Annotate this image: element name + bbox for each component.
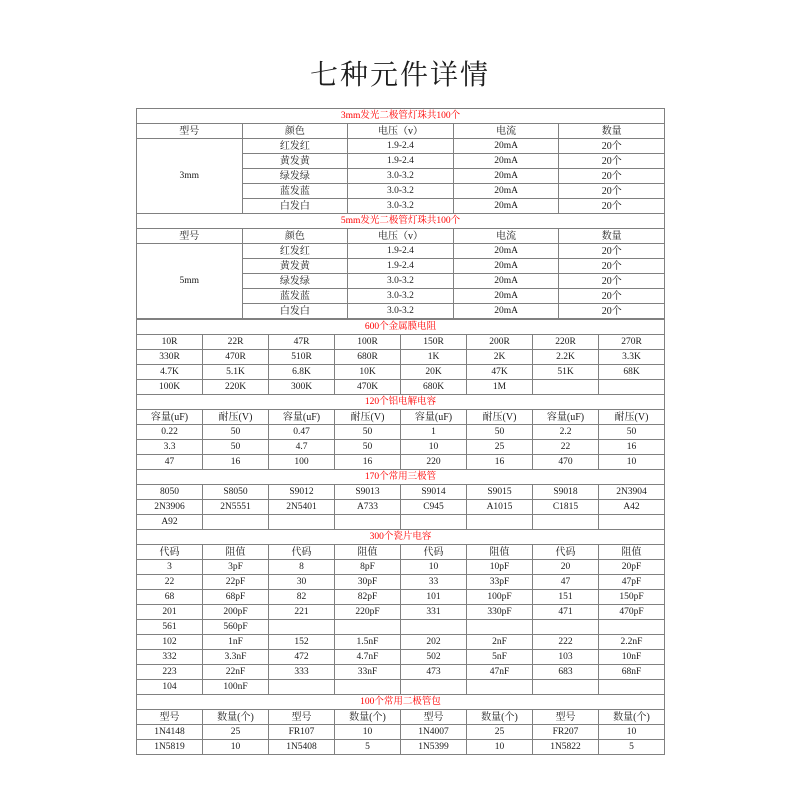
cell-resistor: 300K (269, 380, 335, 395)
table-eight-column-block (136, 319, 665, 755)
cell-empty (203, 515, 269, 530)
table-row (137, 515, 665, 530)
cell-resistor: 220R (533, 335, 599, 350)
cell-code: 561 (137, 620, 203, 635)
cell-empty (599, 620, 665, 635)
cell-resistor: 4.7K (137, 365, 203, 380)
cell-resistor: 470K (335, 380, 401, 395)
cell-diode-model: 1N4148 (137, 725, 203, 740)
table-row (137, 455, 665, 470)
cell-voltage-rating: 16 (203, 455, 269, 470)
cell-code: 20 (533, 560, 599, 575)
table-row (137, 635, 665, 650)
table-row (137, 650, 665, 665)
cell-voltage-rating: 16 (467, 455, 533, 470)
col-header-quantity: 数量 (559, 124, 665, 139)
cell-voltage: 3.0-3.2 (348, 169, 454, 184)
col-header-value: 阻值 (203, 545, 269, 560)
cell-empty (533, 515, 599, 530)
cell-capacitance: 220 (401, 455, 467, 470)
cell-code: 103 (533, 650, 599, 665)
cell-quantity: 20个 (559, 169, 665, 184)
cell-resistor: 10K (335, 365, 401, 380)
cell-resistor: 22R (203, 335, 269, 350)
col-header-code: 代码 (137, 545, 203, 560)
cell-diode-quantity: 10 (203, 740, 269, 755)
col-header-voltage: 电压（v） (348, 229, 454, 244)
cell-resistor: 2.2K (533, 350, 599, 365)
column-header-row (137, 124, 665, 139)
cell-voltage-rating: 50 (335, 425, 401, 440)
section-heading-row (137, 395, 665, 410)
col-header-quantity: 数量 (559, 229, 665, 244)
cell-value: 68pF (203, 590, 269, 605)
cell-code: 101 (401, 590, 467, 605)
cell-value: 33nF (335, 665, 401, 680)
cell-code: 22 (137, 575, 203, 590)
cell-code: 473 (401, 665, 467, 680)
cell-capacitance: 22 (533, 440, 599, 455)
cell-empty (599, 515, 665, 530)
cell-resistor: 5.1K (203, 365, 269, 380)
cell-value: 4.7nF (335, 650, 401, 665)
cell-value: 1.5nF (335, 635, 401, 650)
cell-empty (269, 515, 335, 530)
col-header-voltage-rating: 耐压(V) (335, 410, 401, 425)
section-heading-row (137, 470, 665, 485)
cell-value: 68nF (599, 665, 665, 680)
table-row (137, 605, 665, 620)
col-header-model: 型号 (137, 124, 243, 139)
cell-value: 47pF (599, 575, 665, 590)
cell-voltage-rating: 50 (335, 440, 401, 455)
cell-value: 30pF (335, 575, 401, 590)
cell-code: 472 (269, 650, 335, 665)
cell-capacitance: 47 (137, 455, 203, 470)
cell-resistor: 150R (401, 335, 467, 350)
col-header-value: 阻值 (335, 545, 401, 560)
cell-size-label: 3mm (137, 139, 243, 214)
col-header-code: 代码 (269, 545, 335, 560)
table-led-3mm (136, 108, 665, 319)
cell-resistor: 47R (269, 335, 335, 350)
col-header-capacitance: 容量(uF) (137, 410, 203, 425)
cell-diode-quantity: 5 (599, 740, 665, 755)
cell-value: 2nF (467, 635, 533, 650)
col-header-capacitance: 容量(uF) (269, 410, 335, 425)
col-header-model: 型号 (137, 229, 243, 244)
cell-empty (533, 380, 599, 395)
cell-resistor: 100R (335, 335, 401, 350)
col-header-quantity: 数量(个) (335, 710, 401, 725)
cell-transistor: A42 (599, 500, 665, 515)
cell-current: 20mA (453, 199, 559, 214)
cell-voltage: 1.9-2.4 (348, 244, 454, 259)
cell-empty (269, 680, 335, 695)
cell-transistor: C1815 (533, 500, 599, 515)
cell-quantity: 20个 (559, 199, 665, 214)
section-heading: 5mm发光二极管灯珠共100个 (137, 214, 665, 229)
section-heading-row (137, 320, 665, 335)
cell-capacitance: 10 (401, 440, 467, 455)
table-row (137, 335, 665, 350)
cell-code: 102 (137, 635, 203, 650)
cell-voltage-rating: 16 (335, 455, 401, 470)
cell-value: 2.2nF (599, 635, 665, 650)
cell-voltage: 3.0-3.2 (348, 304, 454, 319)
table-row (137, 425, 665, 440)
cell-transistor: A92 (137, 515, 203, 530)
cell-resistor: 47K (467, 365, 533, 380)
table-row (137, 740, 665, 755)
column-header-row (137, 545, 665, 560)
cell-color: 绿发绿 (242, 274, 348, 289)
cell-voltage: 3.0-3.2 (348, 199, 454, 214)
cell-transistor: 2N3904 (599, 485, 665, 500)
cell-color: 黄发黄 (242, 259, 348, 274)
section-heading-row (137, 214, 665, 229)
cell-code: 502 (401, 650, 467, 665)
cell-diode-model: FR107 (269, 725, 335, 740)
cell-code: 471 (533, 605, 599, 620)
cell-resistor: 510R (269, 350, 335, 365)
cell-color: 绿发绿 (242, 169, 348, 184)
cell-color: 白发白 (242, 304, 348, 319)
table-row (137, 575, 665, 590)
cell-diode-model: 1N5819 (137, 740, 203, 755)
cell-diode-model: 1N5822 (533, 740, 599, 755)
cell-current: 20mA (453, 244, 559, 259)
cell-transistor: S9013 (335, 485, 401, 500)
col-header-voltage-rating: 耐压(V) (599, 410, 665, 425)
cell-value: 100pF (467, 590, 533, 605)
cell-capacitance: 0.47 (269, 425, 335, 440)
cell-transistor: 2N5551 (203, 500, 269, 515)
cell-transistor: C945 (401, 500, 467, 515)
cell-empty (335, 515, 401, 530)
cell-capacitance: 2.2 (533, 425, 599, 440)
cell-current: 20mA (453, 169, 559, 184)
cell-value: 20pF (599, 560, 665, 575)
cell-voltage: 3.0-3.2 (348, 289, 454, 304)
cell-resistor: 68K (599, 365, 665, 380)
cell-resistor: 2K (467, 350, 533, 365)
cell-code: 223 (137, 665, 203, 680)
cell-current: 20mA (453, 274, 559, 289)
cell-resistor: 270R (599, 335, 665, 350)
cell-code: 222 (533, 635, 599, 650)
cell-resistor: 680R (335, 350, 401, 365)
cell-value: 82pF (335, 590, 401, 605)
table-row (137, 665, 665, 680)
cell-transistor: 8050 (137, 485, 203, 500)
cell-resistor: 100K (137, 380, 203, 395)
cell-empty (533, 680, 599, 695)
col-header-quantity: 数量(个) (467, 710, 533, 725)
cell-empty (401, 620, 467, 635)
cell-value: 1nF (203, 635, 269, 650)
column-header-row (137, 410, 665, 425)
cell-current: 20mA (453, 259, 559, 274)
table-row (137, 350, 665, 365)
cell-empty (269, 620, 335, 635)
cell-resistor: 10R (137, 335, 203, 350)
cell-code: 331 (401, 605, 467, 620)
cell-diode-model: 1N4007 (401, 725, 467, 740)
cell-code: 68 (137, 590, 203, 605)
component-spec-sheet (136, 108, 665, 755)
table-row (137, 380, 665, 395)
cell-voltage: 1.9-2.4 (348, 154, 454, 169)
col-header-capacitance: 容量(uF) (401, 410, 467, 425)
cell-resistor: 3.3K (599, 350, 665, 365)
cell-quantity: 20个 (559, 244, 665, 259)
section-heading: 170个常用三极管 (137, 470, 665, 485)
table-row (137, 590, 665, 605)
column-header-row (137, 229, 665, 244)
cell-code: 201 (137, 605, 203, 620)
col-header-code: 代码 (401, 545, 467, 560)
col-header-capacitance: 容量(uF) (533, 410, 599, 425)
section-heading: 600个金属膜电阻 (137, 320, 665, 335)
cell-value: 33pF (467, 575, 533, 590)
cell-color: 黄发黄 (242, 154, 348, 169)
cell-diode-quantity: 25 (467, 725, 533, 740)
cell-code: 3 (137, 560, 203, 575)
table-row (137, 680, 665, 695)
cell-diode-model: 1N5399 (401, 740, 467, 755)
cell-empty (335, 680, 401, 695)
cell-diode-quantity: 10 (335, 725, 401, 740)
col-header-model: 型号 (401, 710, 467, 725)
cell-value: 150pF (599, 590, 665, 605)
cell-code: 202 (401, 635, 467, 650)
cell-empty (467, 515, 533, 530)
cell-voltage-rating: 50 (467, 425, 533, 440)
table-row (137, 500, 665, 515)
cell-resistor: 200R (467, 335, 533, 350)
cell-voltage: 3.0-3.2 (348, 274, 454, 289)
cell-resistor: 680K (401, 380, 467, 395)
table-row (137, 560, 665, 575)
cell-transistor: 2N3906 (137, 500, 203, 515)
table-row (137, 725, 665, 740)
cell-voltage-rating: 50 (203, 440, 269, 455)
cell-empty (467, 680, 533, 695)
table-row (137, 365, 665, 380)
cell-transistor: S9015 (467, 485, 533, 500)
cell-current: 20mA (453, 304, 559, 319)
section-heading: 120个铝电解电容 (137, 395, 665, 410)
col-header-value: 阻值 (467, 545, 533, 560)
cell-current: 20mA (453, 154, 559, 169)
column-header-row (137, 710, 665, 725)
cell-empty (533, 620, 599, 635)
col-header-model: 型号 (137, 710, 203, 725)
cell-value: 22pF (203, 575, 269, 590)
cell-resistor: 330R (137, 350, 203, 365)
cell-code: 33 (401, 575, 467, 590)
cell-quantity: 20个 (559, 139, 665, 154)
col-header-code: 代码 (533, 545, 599, 560)
cell-quantity: 20个 (559, 274, 665, 289)
cell-value: 8pF (335, 560, 401, 575)
cell-value: 560pF (203, 620, 269, 635)
cell-voltage-rating: 50 (599, 425, 665, 440)
table-row (137, 244, 665, 259)
cell-diode-model: FR207 (533, 725, 599, 740)
cell-capacitance: 1 (401, 425, 467, 440)
cell-code: 104 (137, 680, 203, 695)
col-header-current: 电流 (453, 124, 559, 139)
section-heading: 100个常用二极管包 (137, 695, 665, 710)
cell-code: 82 (269, 590, 335, 605)
cell-resistor: 1K (401, 350, 467, 365)
cell-quantity: 20个 (559, 304, 665, 319)
cell-resistor: 470R (203, 350, 269, 365)
cell-transistor: 2N5401 (269, 500, 335, 515)
cell-voltage: 3.0-3.2 (348, 184, 454, 199)
cell-resistor: 1M (467, 380, 533, 395)
cell-diode-model: 1N5408 (269, 740, 335, 755)
cell-code: 151 (533, 590, 599, 605)
cell-capacitance: 100 (269, 455, 335, 470)
cell-value: 3.3nF (203, 650, 269, 665)
cell-empty (401, 680, 467, 695)
section-heading: 3mm发光二极管灯珠共100个 (137, 109, 665, 124)
col-header-model: 型号 (269, 710, 335, 725)
cell-code: 333 (269, 665, 335, 680)
cell-voltage-rating: 16 (599, 440, 665, 455)
cell-color: 蓝发蓝 (242, 289, 348, 304)
cell-value: 3pF (203, 560, 269, 575)
cell-value: 220pF (335, 605, 401, 620)
cell-transistor: S9018 (533, 485, 599, 500)
cell-transistor: S8050 (203, 485, 269, 500)
cell-code: 10 (401, 560, 467, 575)
cell-quantity: 20个 (559, 154, 665, 169)
table-row (137, 485, 665, 500)
cell-value: 100nF (203, 680, 269, 695)
cell-value: 470pF (599, 605, 665, 620)
cell-current: 20mA (453, 289, 559, 304)
cell-value: 5nF (467, 650, 533, 665)
cell-empty (599, 380, 665, 395)
section-heading-row (137, 695, 665, 710)
cell-current: 20mA (453, 184, 559, 199)
col-header-quantity: 数量(个) (203, 710, 269, 725)
table-row (137, 440, 665, 455)
table-row (137, 139, 665, 154)
cell-resistor: 51K (533, 365, 599, 380)
cell-code: 332 (137, 650, 203, 665)
cell-resistor: 220K (203, 380, 269, 395)
cell-current: 20mA (453, 139, 559, 154)
cell-quantity: 20个 (559, 289, 665, 304)
cell-capacitance: 4.7 (269, 440, 335, 455)
col-header-model: 型号 (533, 710, 599, 725)
cell-voltage-rating: 50 (203, 425, 269, 440)
cell-transistor: A1015 (467, 500, 533, 515)
cell-transistor: S9014 (401, 485, 467, 500)
section-heading-row (137, 530, 665, 545)
cell-resistor: 20K (401, 365, 467, 380)
cell-color: 白发白 (242, 199, 348, 214)
cell-code: 30 (269, 575, 335, 590)
cell-diode-quantity: 5 (335, 740, 401, 755)
cell-voltage-rating: 25 (467, 440, 533, 455)
col-header-color: 颜色 (242, 229, 348, 244)
cell-code: 47 (533, 575, 599, 590)
cell-value: 47nF (467, 665, 533, 680)
col-header-quantity: 数量(个) (599, 710, 665, 725)
cell-diode-quantity: 10 (599, 725, 665, 740)
cell-voltage: 1.9-2.4 (348, 139, 454, 154)
cell-empty (599, 680, 665, 695)
cell-empty (401, 515, 467, 530)
cell-quantity: 20个 (559, 184, 665, 199)
col-header-voltage-rating: 耐压(V) (467, 410, 533, 425)
col-header-current: 电流 (453, 229, 559, 244)
cell-empty (335, 620, 401, 635)
cell-voltage-rating: 10 (599, 455, 665, 470)
col-header-voltage: 电压（v） (348, 124, 454, 139)
cell-value: 22nF (203, 665, 269, 680)
cell-resistor: 6.8K (269, 365, 335, 380)
col-header-color: 颜色 (242, 124, 348, 139)
cell-code: 683 (533, 665, 599, 680)
cell-color: 红发红 (242, 244, 348, 259)
cell-diode-quantity: 25 (203, 725, 269, 740)
section-heading-row (137, 109, 665, 124)
cell-capacitance: 0.22 (137, 425, 203, 440)
cell-value: 200pF (203, 605, 269, 620)
cell-capacitance: 470 (533, 455, 599, 470)
cell-size-label: 5mm (137, 244, 243, 319)
section-heading: 300个瓷片电容 (137, 530, 665, 545)
cell-color: 蓝发蓝 (242, 184, 348, 199)
table-row (137, 620, 665, 635)
cell-code: 221 (269, 605, 335, 620)
page-title: 七种元件详情 (309, 58, 490, 91)
cell-voltage: 1.9-2.4 (348, 259, 454, 274)
cell-quantity: 20个 (559, 259, 665, 274)
col-header-voltage-rating: 耐压(V) (203, 410, 269, 425)
cell-capacitance: 3.3 (137, 440, 203, 455)
cell-code: 8 (269, 560, 335, 575)
cell-value: 10nF (599, 650, 665, 665)
cell-diode-quantity: 10 (467, 740, 533, 755)
cell-transistor: A733 (335, 500, 401, 515)
cell-value: 10pF (467, 560, 533, 575)
cell-value: 330pF (467, 605, 533, 620)
cell-transistor: S9012 (269, 485, 335, 500)
cell-code: 152 (269, 635, 335, 650)
cell-color: 红发红 (242, 139, 348, 154)
cell-empty (467, 620, 533, 635)
col-header-value: 阻值 (599, 545, 665, 560)
